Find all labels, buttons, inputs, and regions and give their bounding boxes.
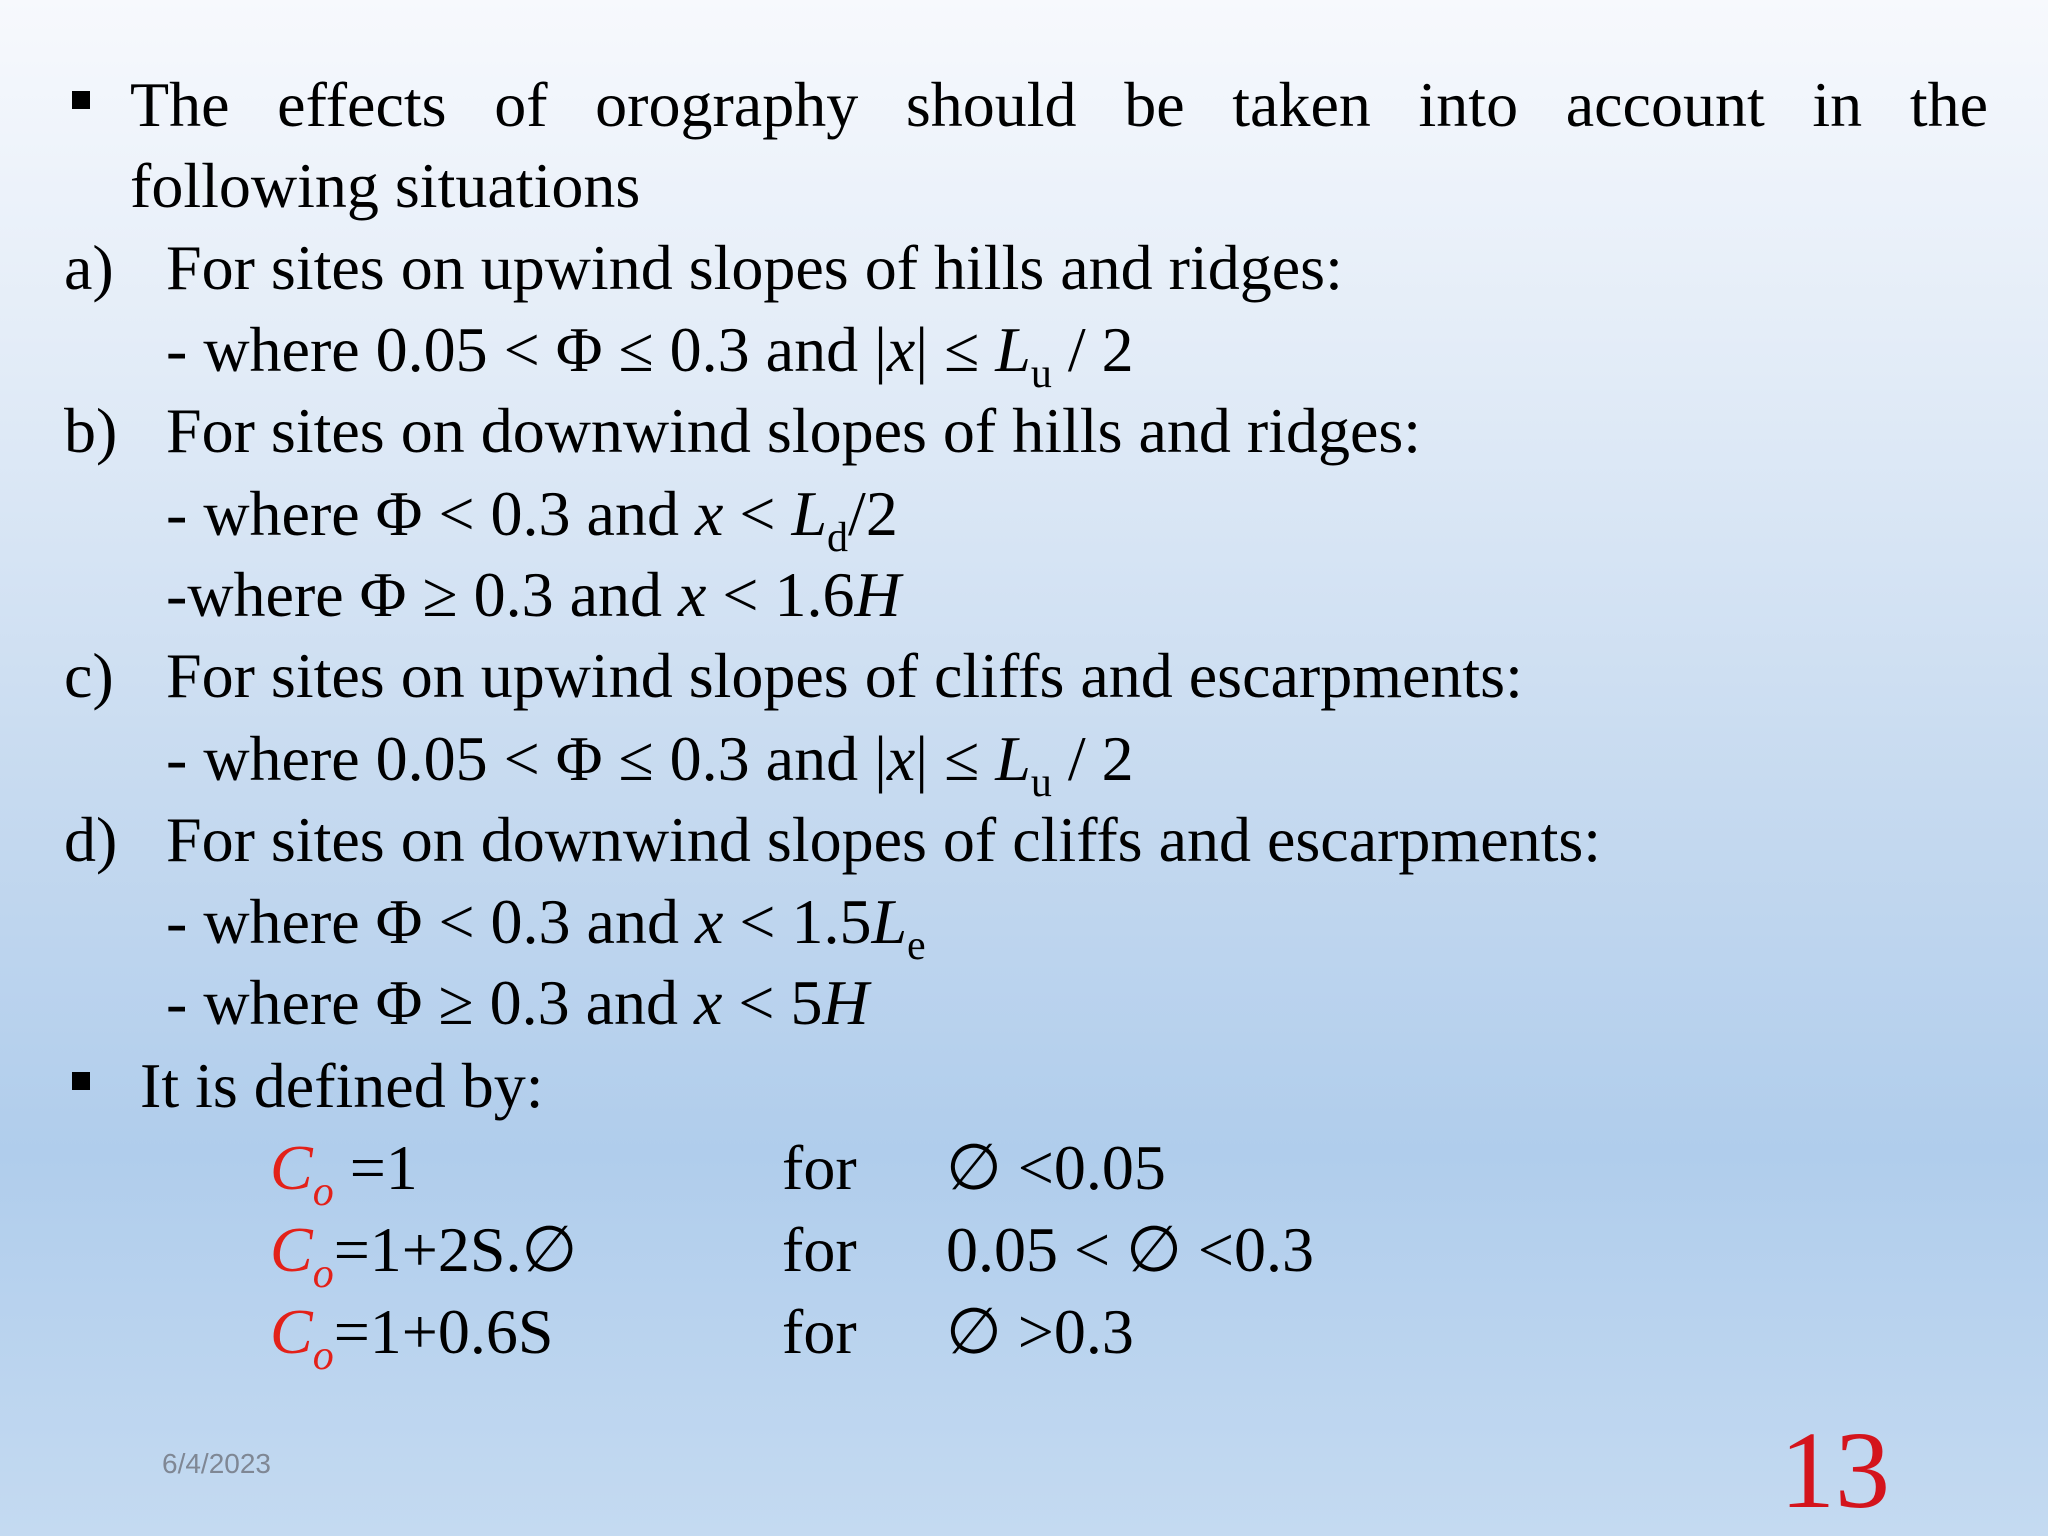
intro-line-1: [130, 65, 1988, 145]
slide-number: 13: [1780, 1409, 1890, 1531]
case-a-title: For sites on upwind slopes of hills and ridges:: [166, 232, 1343, 303]
case-a-label: a): [64, 232, 114, 303]
intro-word: should: [905, 69, 1077, 140]
formula-row-2-expr: $C_o=1+2S.\emptyset$: [270, 1214, 578, 1297]
intro-word: taken: [1232, 69, 1371, 140]
case-b-condition-1: - where Φ < 0.3 and $x < L_d/2$: [166, 478, 898, 561]
intro-word: effects: [277, 69, 447, 140]
case-b-title: For sites on downwind slopes of hills and ridges:: [166, 395, 1422, 466]
case-d-condition-1: - where Φ < 0.3 and $x < 1.5L_e$: [166, 886, 926, 969]
intro-word: of: [494, 69, 548, 140]
bullet-square-icon: [72, 91, 90, 109]
formula-row-2-condition: 0.05 < ∅ <0.3: [946, 1214, 1314, 1285]
intro-line-2: following situations: [130, 150, 641, 221]
bullet-square-icon: [72, 1072, 90, 1090]
formula-row-1-expr: $C_o =1$: [270, 1132, 418, 1215]
case-a-condition-1: - where 0.05 < Φ ≤ 0.3 and $|x| \le L_u / 2$: [166, 314, 1134, 397]
defined-intro: It is defined by:: [140, 1050, 544, 1121]
intro-word: account: [1565, 69, 1765, 140]
formula-row-1-for: for: [782, 1132, 857, 1203]
formula-row-3-expr: $C_o=1+0.6S$: [270, 1296, 554, 1379]
case-d-label: d): [64, 804, 118, 875]
intro-word: in: [1812, 69, 1863, 140]
intro-word: The: [130, 69, 230, 140]
formula-row-3-for: for: [782, 1296, 857, 1367]
formula-row-1-condition: ∅ <0.05: [946, 1132, 1166, 1203]
case-c-label: c): [64, 640, 114, 711]
intro-word: orography: [595, 69, 859, 140]
case-c-condition-1: - where 0.05 < Φ ≤ 0.3 and $|x| \le L_u / 2$: [166, 723, 1134, 806]
intro-word: be: [1124, 69, 1185, 140]
case-d-condition-2: - where Φ ≥ 0.3 and x < 5H: [166, 967, 869, 1038]
case-b-condition-2: -where Φ ≥ 0.3 and x < 1.6H: [166, 559, 901, 630]
case-b-label: b): [64, 395, 118, 466]
intro-word: into: [1418, 69, 1519, 140]
case-d-title: For sites on downwind slopes of cliffs and escarpments:: [166, 804, 1602, 875]
case-c-title: For sites on upwind slopes of cliffs and escarpments:: [166, 640, 1523, 711]
formula-row-2-for: for: [782, 1214, 857, 1285]
intro-word: the: [1909, 69, 1988, 140]
formula-row-3-condition: ∅ >0.3: [946, 1296, 1134, 1367]
slide-date: 6/4/2023: [162, 1448, 271, 1479]
